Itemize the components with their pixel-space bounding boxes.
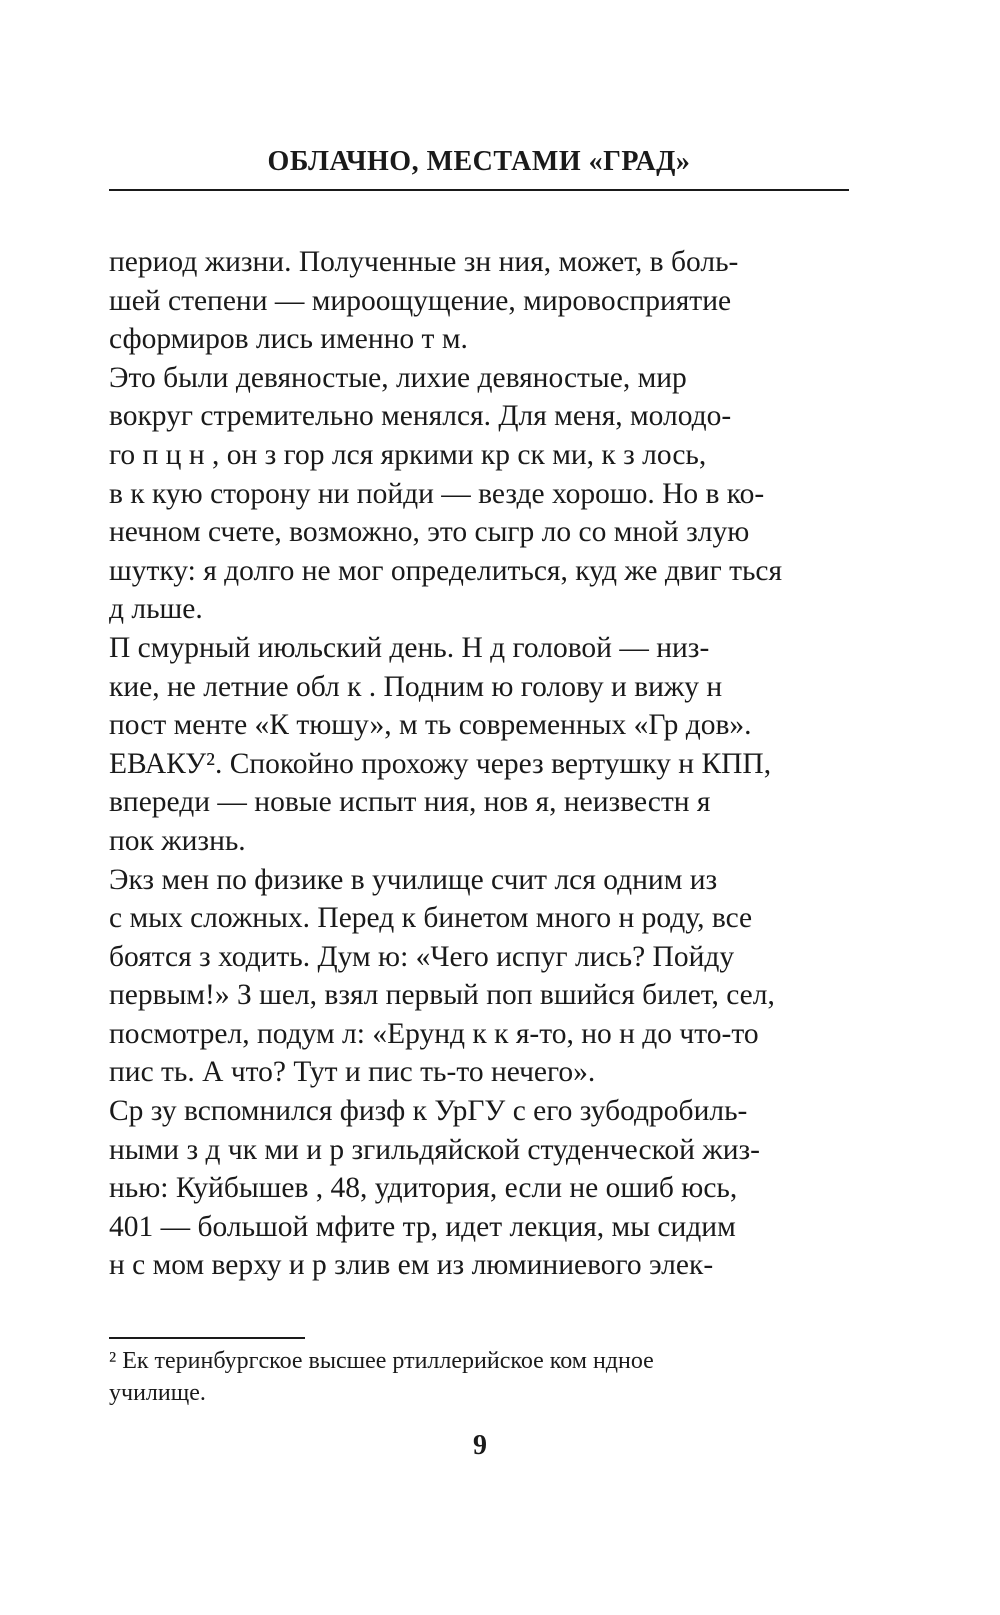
- text-line: н с мом верху и р злив ем из люминиевого элек-: [109, 1249, 714, 1282]
- text-line: П смурный июльский день. Н д головой — низ-: [109, 631, 710, 664]
- text-line: сформиров лись именно т м.: [109, 323, 468, 356]
- text-line: шутку: я долго не мог определиться, куд же двиг ться: [109, 554, 783, 587]
- text-line: Ср зу вспомнился физф к УрГУ с его зубодробиль-: [109, 1095, 748, 1128]
- text-line: пост менте «К тюшу», м ть современных «Гр дов».: [109, 709, 752, 742]
- text-line: посмотрел, подум л: «Ерунд к к я-то, но н до что-то: [109, 1017, 759, 1050]
- text-line: боятся з ходить. Дум ю: «Чего испуг лись? Пойду: [109, 940, 735, 973]
- text-line: кие, не летние обл к . Подним ю голову и вижу н: [109, 670, 723, 703]
- body-text: [109, 243, 849, 1285]
- header-rule: [109, 189, 849, 191]
- text-line: период жизни. Полученные зн ния, может, в боль-: [109, 246, 739, 278]
- text-line: го п ц н , он з гор лся яркими кр ск ми, к з лось,: [109, 438, 707, 471]
- footnote-rule: [109, 1337, 305, 1339]
- text-line: с мых сложных. Перед к бинетом много н роду, все: [109, 902, 753, 935]
- text-line: нью: Куйбышев , 48, удитория, если не ошиб юсь,: [109, 1172, 738, 1205]
- text-line: вокруг стремительно менялся. Для меня, молодо-: [109, 400, 732, 433]
- text-line: д льше.: [109, 593, 203, 626]
- text-line: пок жизнь.: [109, 824, 246, 857]
- text-line: Это были девяностые, лихие девяностые, мир: [109, 361, 687, 394]
- text-line: 401 — большой мфите тр, идет лекция, мы сидим: [109, 1210, 736, 1243]
- page-number: 9: [473, 1430, 487, 1461]
- text-line: пис ть. А что? Тут и пис ть-то нечего».: [109, 1056, 596, 1089]
- footnote-line: училище.: [109, 1380, 206, 1406]
- running-title: ОБЛАЧНО, МЕСТАМИ «ГРАД»: [267, 146, 691, 177]
- text-line: нечном счете, возможно, это сыгр ло со мной злую: [109, 516, 750, 549]
- text-line: ными з д чк ми и р згильдяйской студенческой жиз-: [109, 1133, 760, 1166]
- footnote-line: ² Ек теринбургское высшее ртиллерийское ком ндное: [109, 1348, 654, 1374]
- text-line: ЕВАКУ². Спокойно прохожу через вертушку н КПП,: [109, 747, 772, 780]
- text-line: Экз мен по физике в училище счит лся одним из: [109, 863, 718, 896]
- text-line: в к кую сторону ни пойди — везде хорошо. Но в ко-: [109, 477, 765, 510]
- text-line: первым!» З шел, взял первый поп вшийся билет, сел,: [109, 979, 775, 1012]
- footnote: [109, 1345, 849, 1409]
- text-line: впереди — новые испыт ния, нов я, неизвестн я: [109, 786, 711, 819]
- text-line: шей степени — мироощущение, мировосприятие: [109, 284, 732, 317]
